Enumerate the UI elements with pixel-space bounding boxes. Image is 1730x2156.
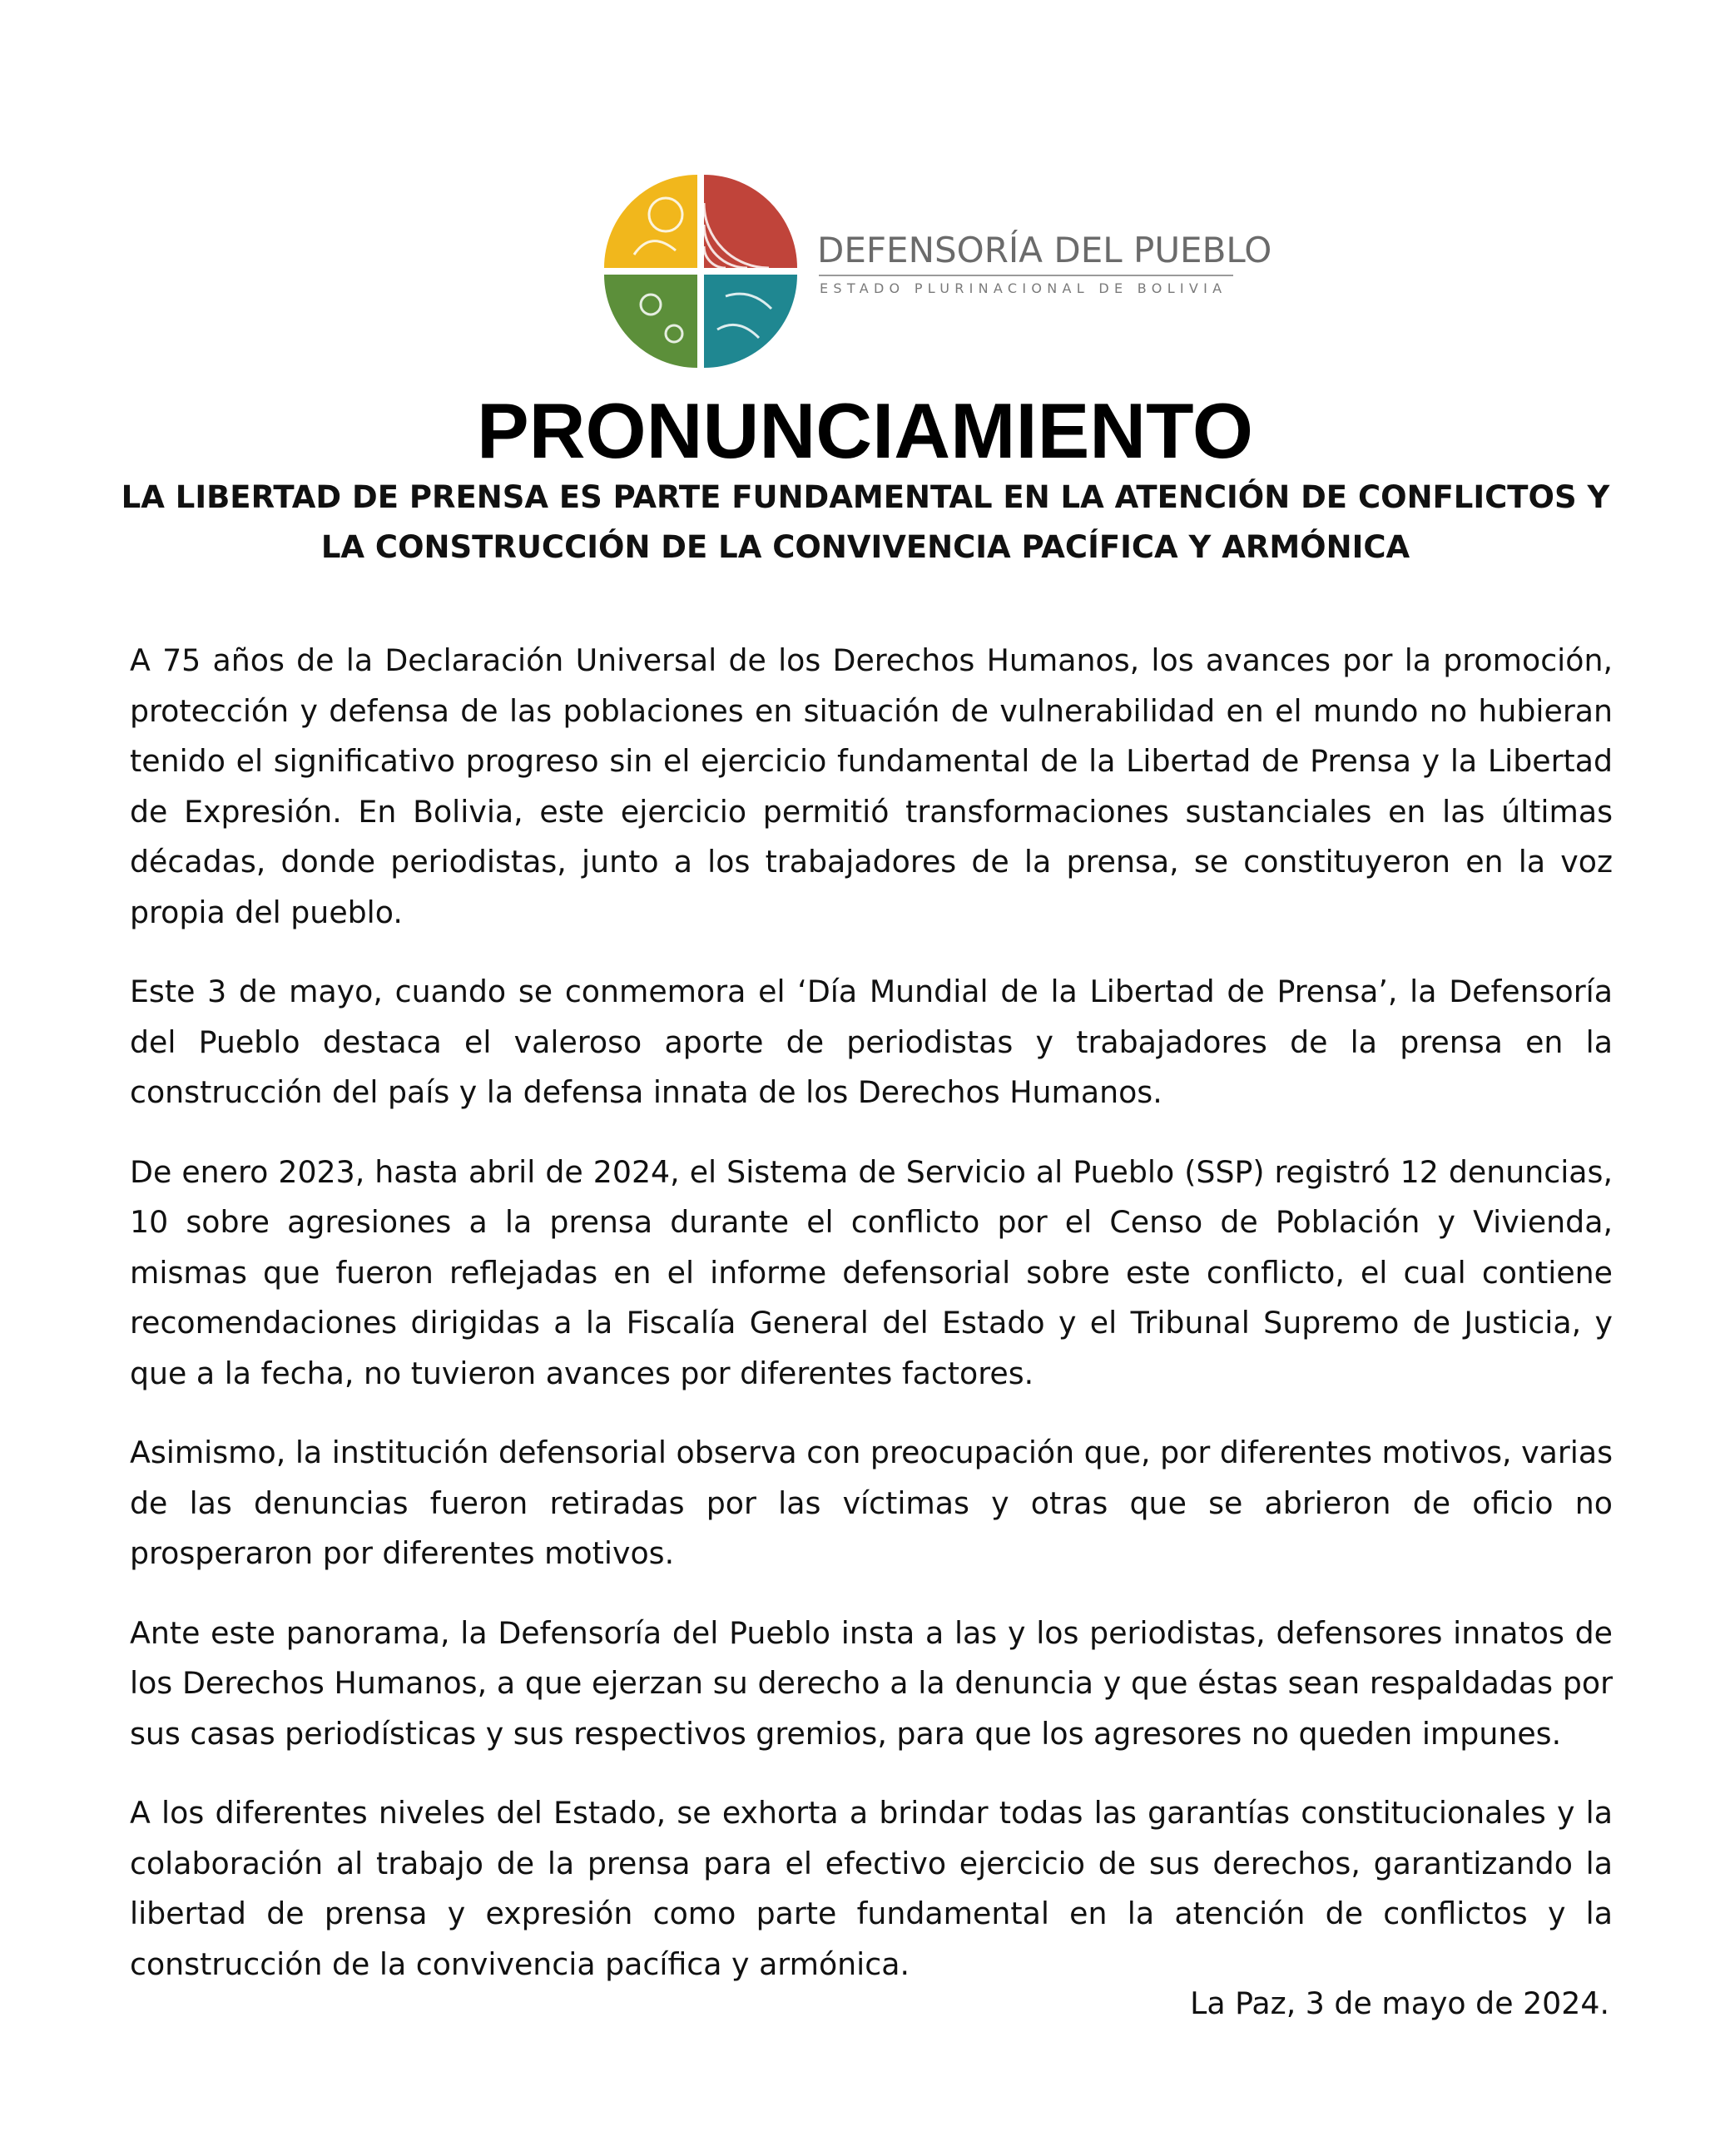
subtitle-line-2: LA CONSTRUCCIÓN DE LA CONVIVENCIA PACÍFICA Y ARMÓNICA <box>320 529 1410 565</box>
paragraph-3: De enero 2023, hasta abril de 2024, el Sistema de Servicio al Pueblo (SSP) registró 12 denuncias, 10 sobre agresiones a la prensa durante el conflicto por el Censo de Población y Vivienda, mismas que fueron reflejadas en el informe defensorial sobre este conflicto, el cual contiene recomendaciones dirigidas a la Fiscalía General del Estado y el Tribunal Supremo de Justicia, y que a la fecha, no tuvieron avances por diferentes factores. <box>130 1153 1613 1391</box>
defensoria-logo-icon <box>601 171 801 371</box>
org-subtitle: ESTADO PLURINACIONAL DE BOLIVIA <box>820 280 1227 296</box>
paragraph-5: Ante este panorama, la Defensoría del Pueblo insta a las y los periodistas, defensores innatos de los Derechos Humanos, a que ejerzan su derecho a la denuncia y que éstas sean respaldadas por sus casas periodísticas y sus respectivos gremios, para que los agresores no queden impunes. <box>130 1614 1613 1752</box>
paragraph-6: A los diferentes niveles del Estado, se exhorta a brindar todas las garantías constitucionales y la colaboración al trabajo de la prensa para el efectivo ejercicio de sus derechos, garantizando la libertad de prensa y expresión como parte fundamental en la atención de conflictos y la construcción de la convivencia pacífica y armónica. <box>130 1795 1613 1982</box>
subtitle-line-1: LA LIBERTAD DE PRENSA ES PARTE FUNDAMENTAL EN LA ATENCIÓN DE CONFLICTOS Y <box>121 479 1610 515</box>
org-divider <box>819 275 1233 276</box>
document-title: PRONUNCIAMIENTO <box>476 387 1254 474</box>
place-date: La Paz, 3 de mayo de 2024. <box>1190 1985 1609 2021</box>
org-name: DEFENSORÍA DEL PUEBLO <box>817 230 1272 270</box>
document-body <box>130 636 1613 2019</box>
header-logo <box>601 171 1272 379</box>
paragraph-2: Este 3 de mayo, cuando se conmemora el ‘Día Mundial de la Libertad de Prensa’, la Defensoría del Pueblo destaca el valeroso aporte de periodistas y trabajadores de la prensa en la construcción del país y la defensa innata de los Derechos Humanos. <box>130 974 1613 1110</box>
paragraph-4: Asimismo, la institución defensorial observa con preocupación que, por diferentes motivos, varias de las denuncias fueron retiradas por las víctimas y otras que se abrieron de oficio no prosperaron por diferentes motivos. <box>130 1435 1613 1571</box>
document-subtitle <box>108 473 1623 572</box>
paragraph-1: A 75 años de la Declaración Universal de los Derechos Humanos, los avances por la promoción, protección y defensa de las poblaciones en situación de vulnerabilidad en el mundo no hubieran tenido el significativo progreso sin el ejercicio fundamental de la Libertad de Prensa y la Libertad de Expresión. En Bolivia, este ejercicio permitió transformaciones sustanciales en las últimas décadas, donde periodistas, junto a los trabajadores de la prensa, se constituyeron en la voz propia del pueblo. <box>130 642 1613 930</box>
